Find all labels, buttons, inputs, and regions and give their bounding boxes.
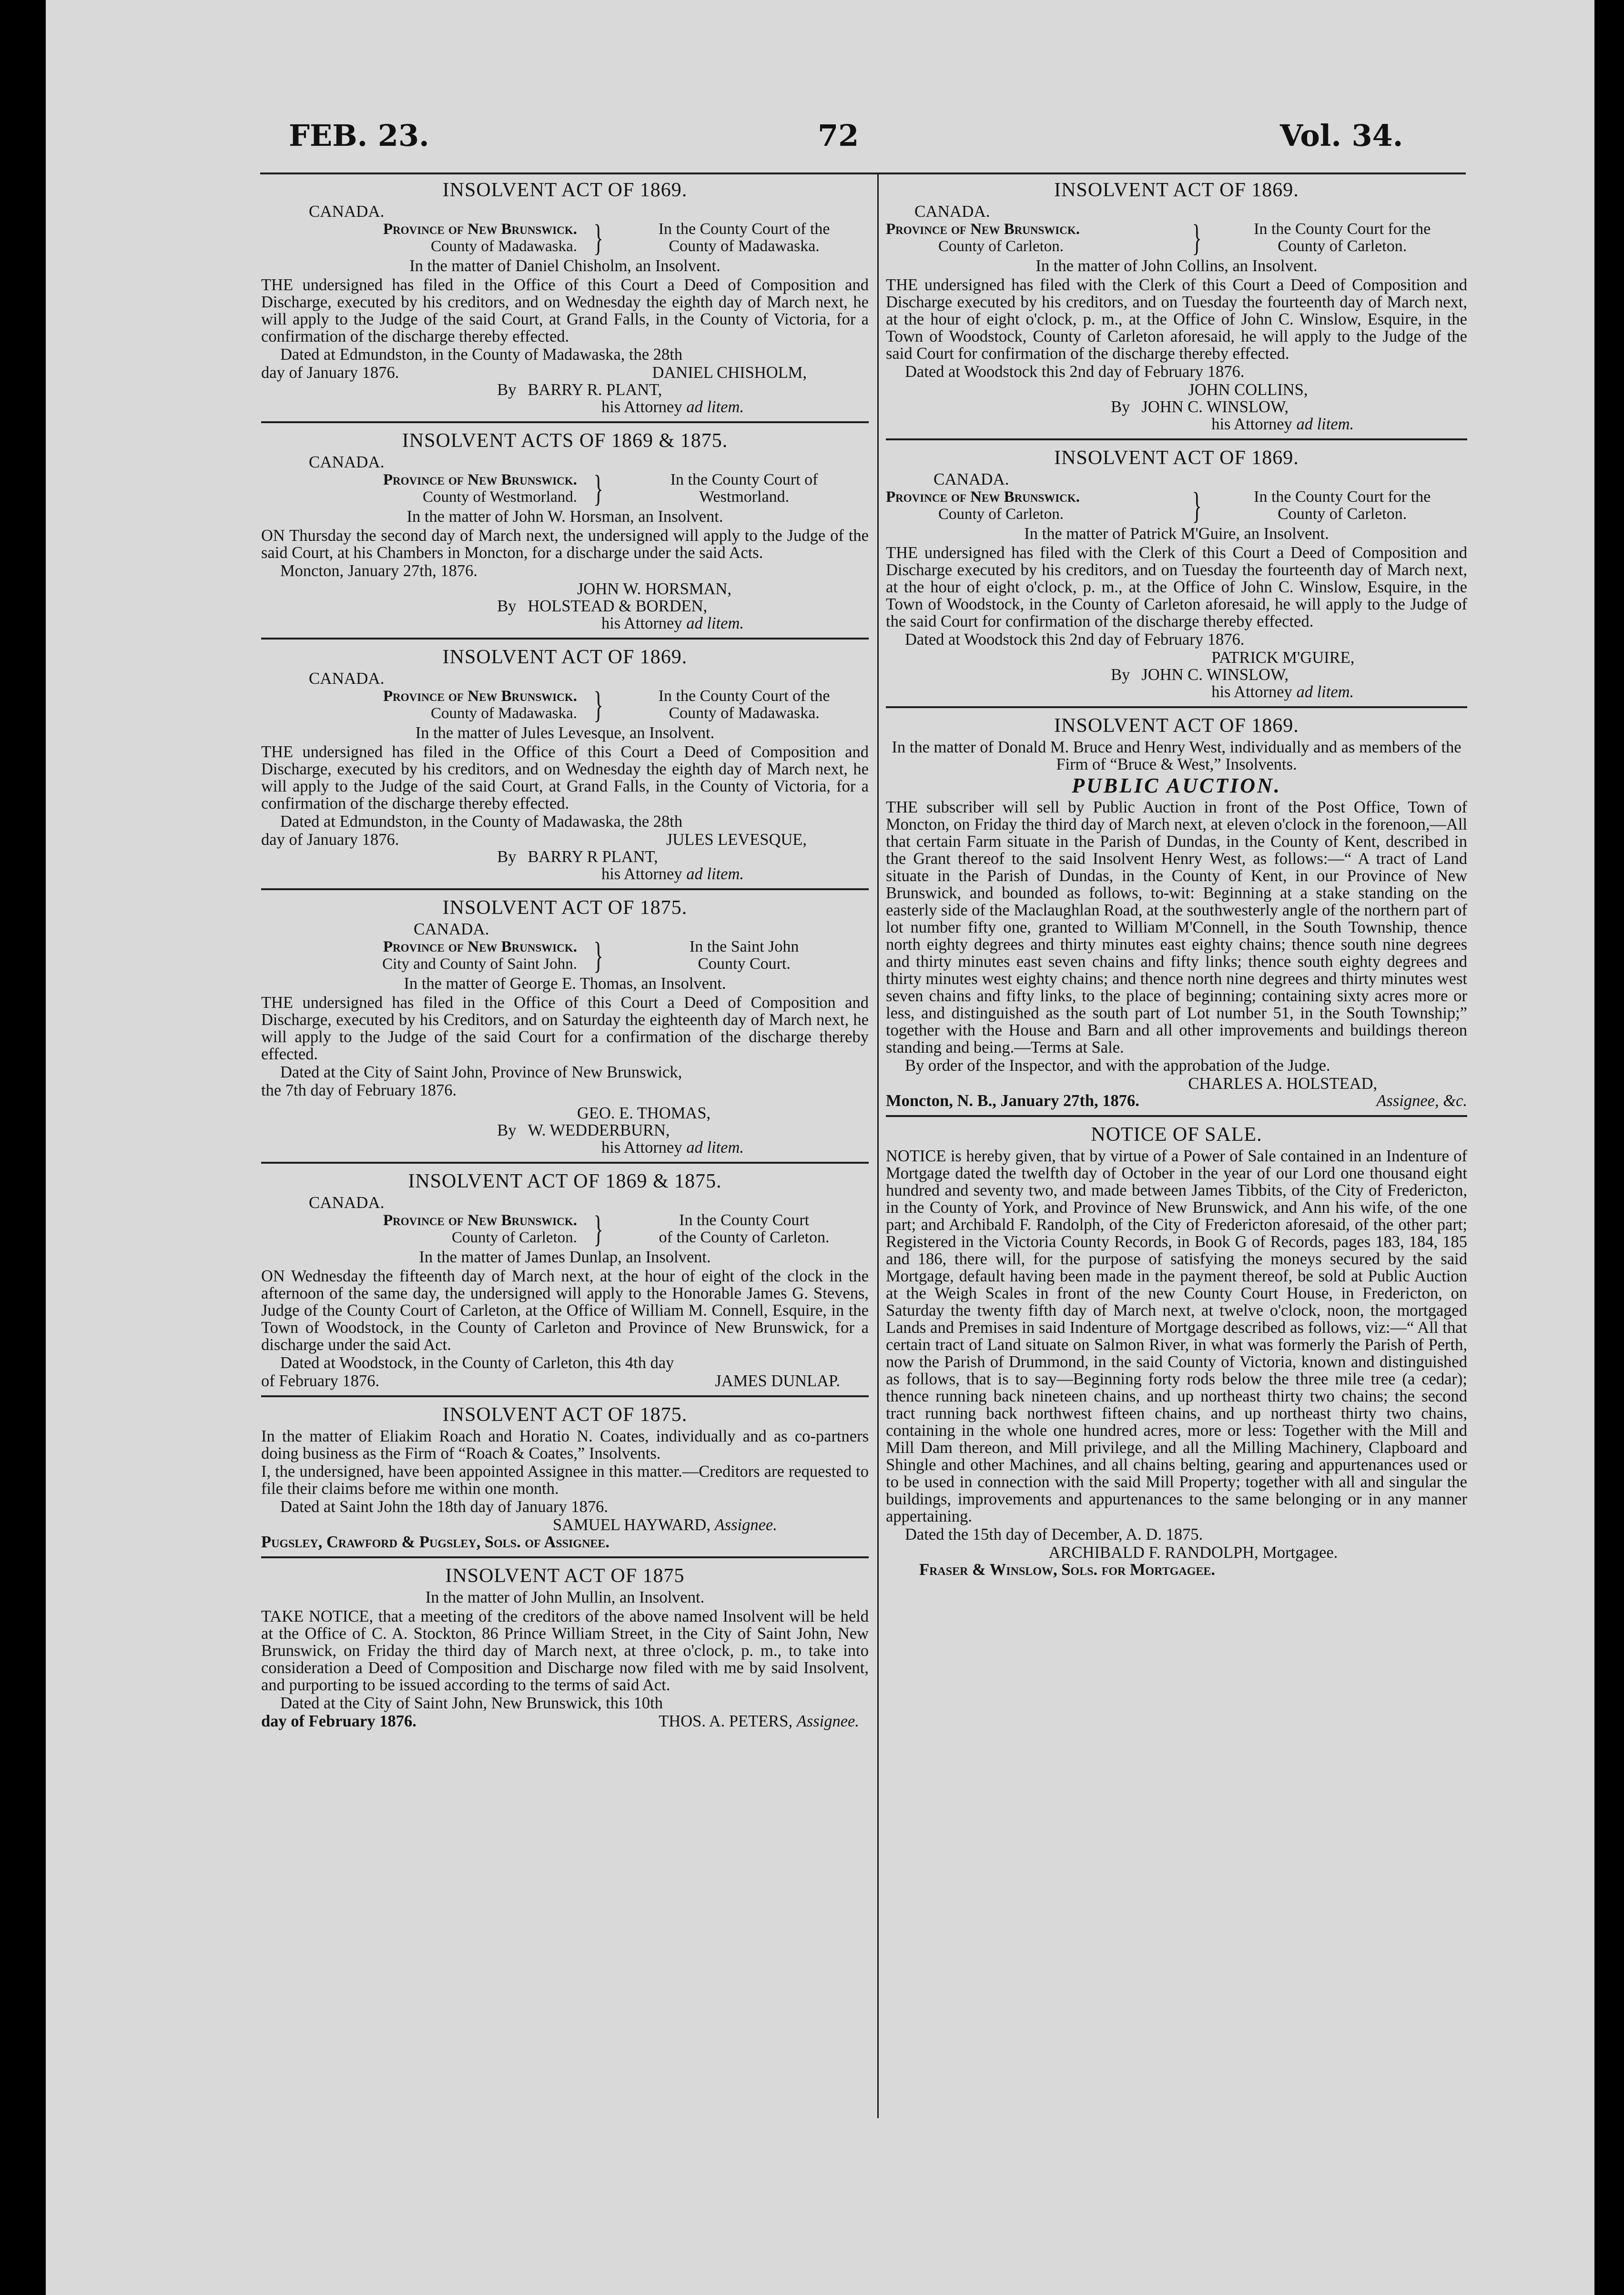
notice-horsman xyxy=(261,423,869,640)
notice-title: INSOLVENT ACT OF 1875 xyxy=(445,1565,685,1587)
court-county: County of Madawaska. xyxy=(669,704,820,722)
attorney-label: his Attorney xyxy=(1211,683,1292,701)
matter-line: In the matter of Jules Levesque, an Insolvent. xyxy=(415,724,715,742)
notice-roach-coates xyxy=(261,1397,869,1558)
left-column xyxy=(261,173,869,1736)
brace-icon: } xyxy=(593,1208,603,1249)
dated-line-2: the 7th day of February 1876. xyxy=(261,1081,457,1099)
notice-mullin xyxy=(261,1558,869,1736)
matter-line: In the matter of Daniel Chisholm, an Insolvent. xyxy=(409,257,721,275)
notice-title: INSOLVENT ACT OF 1875. xyxy=(442,897,688,919)
brace-icon: } xyxy=(593,684,603,725)
header-volume: Vol. 34. xyxy=(1280,118,1403,153)
court-label: In the County Court for the xyxy=(1254,220,1431,238)
signatory: ARCHIBALD F. RANDOLPH, Mortgagee. xyxy=(1048,1544,1338,1562)
newspaper-page xyxy=(46,0,1594,2295)
county-label: County of Carleton. xyxy=(451,1229,577,1246)
ad-litem: ad litem. xyxy=(686,398,744,416)
matter-line: In the matter of Patrick M'Guire, an Insolvent. xyxy=(1024,525,1329,543)
province-label: Province of New Brunswick. xyxy=(886,221,1080,238)
by-label: By xyxy=(497,848,517,866)
court-county: of the County of Carleton. xyxy=(659,1229,830,1246)
solicitors-line: Pugsley, Crawford & Pugsley, Sols. of Assignee. xyxy=(261,1533,610,1551)
country-label: CANADA. xyxy=(414,920,489,938)
matter-line: In the matter of James Dunlap, an Insolvent. xyxy=(419,1248,711,1266)
signatory: SAMUEL HAYWARD, xyxy=(553,1516,710,1534)
attorney-label: his Attorney xyxy=(601,1138,682,1157)
county-label: County of Madawaska. xyxy=(430,238,577,255)
matter-line: In the matter of Eliakim Roach and Horatio N. Coates, individually and as co-partners doing business as the Firm of “Roach & Coates,” Insolvents. xyxy=(261,1427,869,1462)
order-line: By order of the Inspector, and with the approbation of the Judge. xyxy=(905,1056,1330,1075)
notice-body: ON Thursday the second day of March next, the undersigned will apply to the Judge of the said Court, at his Chambers in Moncton, for a discharge under the said Acts. xyxy=(261,527,869,562)
matter-line: In the matter of John Collins, an Insolvent. xyxy=(1035,257,1318,275)
brace-icon: } xyxy=(1192,217,1202,258)
notice-title: INSOLVENT ACT OF 1869. xyxy=(442,646,688,668)
brace-icon: } xyxy=(1192,485,1202,526)
notice-title: INSOLVENT ACTS OF 1869 & 1875. xyxy=(402,430,728,452)
dated-line: Dated at Woodstock, in the County of Carleton, this 4th day xyxy=(280,1354,674,1372)
brace-icon: } xyxy=(593,217,603,258)
dated-line: Moncton, January 27th, 1876. xyxy=(280,562,477,580)
jurisdiction xyxy=(886,485,1467,526)
dated-line: Moncton, N. B., January 27th, 1876. xyxy=(886,1092,1139,1110)
matter-line: In the matter of John Mullin, an Insolvent. xyxy=(425,1588,705,1606)
county-label: City and County of Saint John. xyxy=(382,955,577,973)
province-label: Province of New Brunswick. xyxy=(383,938,577,955)
attorney-label: his Attorney xyxy=(1211,415,1292,433)
signatory-role: Assignee. xyxy=(796,1712,859,1730)
county-label: County of Carleton. xyxy=(938,238,1064,255)
notice-body: THE subscriber will sell by Public Auction in front of the Post Office, Town of Moncton, on Friday the third day of March next, at eleven o'clock in the forenoon,—All that certain Farm situate in the Parish of Dundas, in the County of Kent, described in the Grant thereof to the said Insolvent Henry West, as follows:—“ A tract of Land situate in the Parish of Dundas, in the County of Kent, in our Province of New Brunswick, and bounded as follows, to-wit: Beginning at a stake standing on the easterly side of the Maclaughlan Road, at the southwesterly angle of the northern part of lot number fifty one, granted to William M'Connell, in the South Township, thence north eighty degrees and thirty minutes east eighty chains; thence south nine degrees and thirty minutes east seven chains and fifty links; thence south eighty degrees and thirty minutes west eighty chains; and thence north nine degrees and thirty minutes west seven chains and fifty links, to the place of beginning; containing sixty acres more or less, and distinguished as the south part of Lot number 51, in the South Township;” together with the House and Barn and all other improvements and buildings thereon standing and being.—Terms at Sale. xyxy=(886,798,1467,1056)
court-county: County of Carleton. xyxy=(1278,237,1407,255)
notice-body: I, the undersigned, have been appointed Assignee in this matter.—Creditors are requested to file their claims before me within one month. xyxy=(261,1462,869,1498)
county-label: County of Madawaska. xyxy=(430,705,577,722)
notice-title: INSOLVENT ACT OF 1869. xyxy=(1054,447,1299,469)
country-label: CANADA. xyxy=(309,1193,385,1212)
notice-mguire xyxy=(886,440,1467,708)
column-divider xyxy=(877,174,879,2118)
jurisdiction xyxy=(261,684,869,725)
by-label: By xyxy=(1111,666,1130,684)
notice-thomas xyxy=(261,890,869,1164)
dated-line: Dated at Woodstock this 2nd day of February 1876. xyxy=(905,630,1245,649)
jurisdiction xyxy=(886,217,1467,258)
court-label: In the Saint John xyxy=(689,938,799,955)
dated-line-2: day of February 1876. xyxy=(261,1712,416,1730)
matter-line: In the matter of John W. Horsman, an Insolvent. xyxy=(406,508,723,526)
attorney-label: his Attorney xyxy=(601,614,682,632)
ad-litem: ad litem. xyxy=(686,1138,744,1157)
notice-body: THE undersigned has filed in the Office of this Court a Deed of Composition and Discharge, executed by his creditors, and on Wednesday the eighth day of March next, he will apply to the Judge of the said Court, at Grand Falls, in the County of Victoria, for a confirmation of the discharge thereby effected. xyxy=(261,276,869,345)
jurisdiction xyxy=(261,217,869,258)
notice-title: INSOLVENT ACT OF 1869 & 1875. xyxy=(408,1170,722,1192)
court-label: In the County Court of the xyxy=(658,220,830,238)
page-number: 72 xyxy=(818,118,859,153)
attorney-name: HOLSTEAD & BORDEN, xyxy=(528,597,708,615)
signatory: THOS. A. PETERS, xyxy=(659,1712,793,1730)
jurisdiction xyxy=(261,934,869,976)
court-county: County Court. xyxy=(698,955,791,973)
dated-line: Dated the 15th day of December, A. D. 1875. xyxy=(905,1525,1203,1544)
matter-line: In the matter of Donald M. Bruce and Henry West, individually and as members of the Firm of “Bruce & West,” Insolvents. xyxy=(892,738,1462,773)
notice-body: THE undersigned has filed with the Clerk of this Court a Deed of Composition and Discharge executed by his creditors, and on Tuesday the fourteenth day of March next, at the hour of eight o'clock, p. m., at the Office of John C. Winslow, Esquire, in the Town of Woodstock, in the County of Carleton aforesaid, he will apply to the Judge of the said Court for confirmation of the discharge thereby effected. xyxy=(886,544,1467,630)
notice-body: ON Wednesday the fifteenth day of March next, at the hour of eight of the clock in the afternoon of the same day, the undersigned will apply to the Honorable James G. Stevens, Judge of the County Court of Carleton, at the Office of William M. Connell, Esquire, in the Town of Woodstock, in the County of Carleton and Province of New Brunswick, for a discharge under the said Act. xyxy=(261,1267,869,1354)
brace-icon: } xyxy=(593,467,603,509)
by-label: By xyxy=(497,1121,517,1139)
province-label: Province of New Brunswick. xyxy=(383,688,577,705)
province-label: Province of New Brunswick. xyxy=(383,1212,577,1229)
court-label: In the County Court of the xyxy=(658,687,830,705)
province-label: Province of New Brunswick. xyxy=(383,221,577,238)
right-column xyxy=(886,173,1467,1584)
signatory: GEO. E. THOMAS, xyxy=(577,1104,711,1122)
ad-litem: ad litem. xyxy=(1296,683,1354,701)
matter-line: In the matter of George E. Thomas, an Insolvent. xyxy=(404,975,726,993)
ad-litem: ad litem. xyxy=(686,614,744,632)
notice-body: THE undersigned has filed in the Office of this Court a Deed of Composition and Discharge, executed by his creditors, and on Wednesday the eighth day of March next, he will apply to the Judge of the said Court, at Grand Falls, in the County of Victoria, for a confirmation of the discharge thereby effected. xyxy=(261,743,869,812)
province-label: Province of New Brunswick. xyxy=(886,488,1080,506)
dated-line: Dated at the City of Saint John, Province of New Brunswick, xyxy=(280,1063,682,1081)
country-label: CANADA. xyxy=(309,669,385,688)
by-label: By xyxy=(497,381,517,399)
dated-line-2: day of January 1876. xyxy=(261,831,399,849)
notice-title: INSOLVENT ACT OF 1869. xyxy=(442,179,688,201)
country-label: CANADA. xyxy=(309,453,385,471)
notice-of-sale xyxy=(886,1117,1467,1584)
signatory-role: Assignee. xyxy=(714,1516,777,1534)
court-label: In the County Court xyxy=(679,1211,810,1229)
court-county: County of Madawaska. xyxy=(669,237,820,255)
notice-body: TAKE NOTICE, that a meeting of the creditors of the above named Insolvent will be held at the Office of C. A. Stockton, 86 Prince William Street, in the City of Saint John, New Brunswick, on Friday the third day of March next, at three o'clock, p. m., to take into consideration a Deed of Composition and Discharge now filed with me by said Insolvent, and purporting to be issued according to the terms of said Act. xyxy=(261,1607,869,1694)
dated-line-2: of February 1876. xyxy=(261,1372,380,1390)
attorney-name: JOHN C. WINSLOW, xyxy=(1141,398,1289,416)
notice-collins xyxy=(886,173,1467,440)
notice-body: NOTICE is hereby given, that by virtue of a Power of Sale contained in an Indenture of Mortgage dated the twelfth day of October in the year of our Lord one thousand eight hundred and seventy two, and made between James Tibbits, of the City of Fredericton, in the County of York, and Province of New Brunswick, and Ann his wife, of the one part; and Archibald F. Randolph, of the City of Fredericton aforesaid, of the other part; Registered in the Victoria County Records, in Book G of Records, pages 183, 184, 185 and 186, there will, for the purpose of satisfying the moneys secured by the said Mortgage, default having been made in the payment thereof, be sold at Public Auction at the Weigh Scales in front of the new County Court House, in Fredericton, on Saturday the twenty fifth day of March next, at twelve o'clock, noon, the mortgaged Lands and Premises in said Indenture of Mortgage described as follows, viz:—“ All that certain tract of Land situate on Salmon River, in what was formerly the Parish of Perth, now the Parish of Drummond, in the said County of Victoria, known and distinguished as follows, that is to say—Beginning forty rods below the three mile tree (a cedar); thence running back nineteen chains, and up northeast thirty two chains; the second tract running back northwest fifteen chains, and up northeast thirty two chains, containing in the whole one hundred acres, more or less: Together with the Mill and Mill Dam thereon, and Mill privilege, and all the Milling Machinery, Clapboard and Shingle and other Machines, and all chains belting, gearing and appurtenances used or to be used in connection with the said Mill Property; together with all and singular the buildings, improvements and appurtenances to the same belonging or in any manner appertaining. xyxy=(886,1147,1467,1525)
dated-line: Dated at Edmundston, in the County of Madawaska, the 28th xyxy=(280,812,683,831)
attorney-name: BARRY R. PLANT, xyxy=(528,381,662,399)
signatory: JOHN W. HORSMAN, xyxy=(577,580,731,598)
notice-title: INSOLVENT ACT OF 1875. xyxy=(442,1404,688,1426)
notice-dunlap xyxy=(261,1164,869,1397)
signatory: DANIEL CHISHOLM, xyxy=(652,364,807,382)
brace-icon: } xyxy=(593,934,603,976)
country-label: CANADA. xyxy=(934,470,1009,488)
dated-line: Dated at Saint John the 18th day of January 1876. xyxy=(280,1498,608,1516)
auction-heading: PUBLIC AUCTION. xyxy=(1072,774,1281,797)
notice-title: NOTICE OF SALE. xyxy=(1091,1124,1262,1146)
notice-title: INSOLVENT ACT OF 1869. xyxy=(1054,715,1299,737)
country-label: CANADA. xyxy=(309,202,385,221)
signatory: CHARLES A. HOLSTEAD, xyxy=(1188,1075,1378,1093)
ad-litem: ad litem. xyxy=(686,865,744,883)
signatory: JULES LEVESQUE, xyxy=(666,831,807,849)
court-county: Westmorland. xyxy=(699,488,790,506)
dated-line: Dated at Woodstock this 2nd day of February 1876. xyxy=(905,363,1245,381)
notice-levesque xyxy=(261,640,869,890)
signatory-role: Assignee, &c. xyxy=(1376,1092,1467,1110)
signatory: JOHN COLLINS, xyxy=(1188,381,1308,399)
notice-body: THE undersigned has filed in the Office of this Court a Deed of Composition and Discharge, executed by his Creditors, and on Saturday the eighteenth day of March next, he will apply to the Judge of the said Court for a confirmation of the discharge thereby effected. xyxy=(261,994,869,1063)
county-label: County of Westmorland. xyxy=(423,488,577,506)
notice-body: THE undersigned has filed with the Clerk of this Court a Deed of Composition and Discharge executed by his creditors, and on Tuesday the fourteenth day of March next, at the hour of eight o'clock, p. m., at the Office of John C. Winslow, Esquire, in the Town of Woodstock, County of Carleton aforesaid, he will apply to the Judge of the said Court for confirmation of the discharge thereby effected. xyxy=(886,276,1467,363)
province-label: Province of New Brunswick. xyxy=(383,471,577,488)
court-label: In the County Court for the xyxy=(1254,488,1431,506)
solicitors-line: Fraser & Winslow, Sols. for Mortgagee. xyxy=(919,1561,1216,1579)
signatory: JAMES DUNLAP. xyxy=(715,1372,840,1390)
attorney-name: W. WEDDERBURN, xyxy=(528,1121,670,1139)
header-date: FEB. 23. xyxy=(289,118,429,153)
jurisdiction xyxy=(261,1208,869,1249)
attorney-label: his Attorney xyxy=(601,398,682,416)
ad-litem: ad litem. xyxy=(1296,415,1354,433)
attorney-name: BARRY R PLANT, xyxy=(528,848,658,866)
court-label: In the County Court of xyxy=(670,471,818,488)
dated-line-2: day of January 1876. xyxy=(261,364,399,382)
attorney-label: his Attorney xyxy=(601,865,682,883)
jurisdiction xyxy=(261,467,869,509)
by-label: By xyxy=(1111,398,1130,416)
notice-chisholm xyxy=(261,173,869,423)
notice-title: INSOLVENT ACT OF 1869. xyxy=(1054,179,1299,201)
country-label: CANADA. xyxy=(914,202,990,221)
dated-line: Dated at the City of Saint John, New Brunswick, this 10th xyxy=(280,1694,663,1712)
attorney-name: JOHN C. WINSLOW, xyxy=(1141,666,1289,684)
signatory: PATRICK M'GUIRE, xyxy=(1211,649,1355,667)
by-label: By xyxy=(497,597,517,615)
dated-line: Dated at Edmundston, in the County of Madawaska, the 28th xyxy=(280,345,683,364)
notice-bruce-west xyxy=(886,708,1467,1117)
county-label: County of Carleton. xyxy=(938,506,1064,523)
court-county: County of Carleton. xyxy=(1278,505,1407,523)
